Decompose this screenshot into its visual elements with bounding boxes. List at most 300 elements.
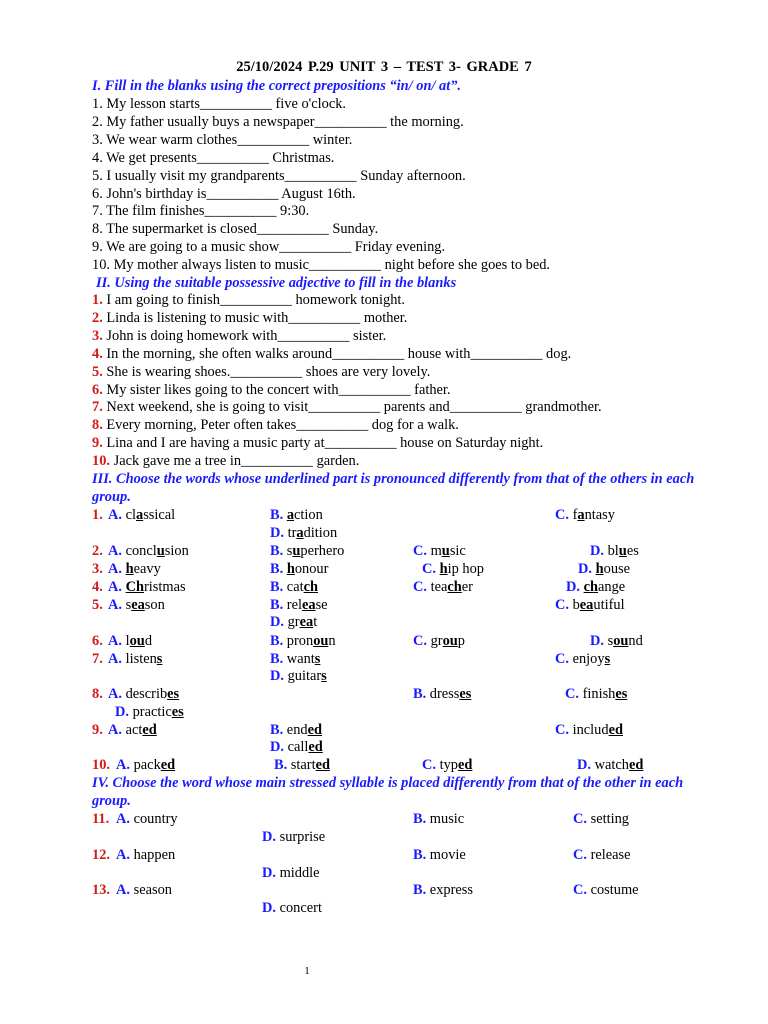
item-number: 3. xyxy=(92,327,103,344)
option-underlined-part: s xyxy=(321,668,327,684)
question-number: 6. xyxy=(92,633,103,649)
option-cell xyxy=(413,881,473,899)
option-cell xyxy=(270,650,320,668)
option-c xyxy=(573,847,631,863)
page-number: 1 xyxy=(304,965,310,977)
option-word-suffix: onour xyxy=(294,561,329,577)
option-cell xyxy=(108,685,179,703)
option-word: middle xyxy=(276,864,320,881)
option-underlined-part: a xyxy=(577,507,585,523)
option-a xyxy=(108,633,152,649)
option-d xyxy=(566,579,625,595)
option-underlined-part: s xyxy=(314,651,321,667)
item-number: 10. xyxy=(92,453,110,470)
option-c xyxy=(573,811,629,827)
option-word-prefix: includ xyxy=(569,722,609,738)
option-underlined-part: es xyxy=(171,704,184,720)
option-underlined-part: ch xyxy=(583,579,599,595)
option-a xyxy=(116,811,178,827)
option-word-prefix: call xyxy=(284,739,309,755)
item-text: Next weekend, she is going to visit__________ parents and__________ grandmother. xyxy=(102,399,602,416)
option-word-suffix: sic xyxy=(449,543,466,559)
item-number: 9. xyxy=(92,435,103,452)
option-letter: B. xyxy=(270,722,284,738)
option-a xyxy=(108,651,162,667)
option-underlined-part: a xyxy=(296,525,304,541)
option-letter: D. xyxy=(590,633,604,649)
option-cell xyxy=(422,560,484,578)
option-word-prefix: f xyxy=(569,507,578,523)
option-word: release xyxy=(587,847,631,863)
option-b xyxy=(413,882,473,898)
question-number: 13. xyxy=(92,882,110,898)
option-cell xyxy=(413,632,465,650)
section-2-item xyxy=(92,309,407,327)
option-letter: A. xyxy=(108,579,122,595)
option-word-suffix: ip hop xyxy=(447,561,485,577)
option-letter: B. xyxy=(270,651,284,667)
section-1-item: 8. The supermarket is closed__________ Sunday. xyxy=(92,221,379,238)
option-letter: A. xyxy=(108,722,122,738)
option-underlined-part: es xyxy=(167,686,180,702)
option-cell xyxy=(270,738,323,756)
option-d xyxy=(262,900,322,916)
option-letter: D. xyxy=(270,525,284,541)
option-letter: B. xyxy=(270,579,284,595)
option-underlined-part: ed xyxy=(307,722,322,738)
option-letter: C. xyxy=(555,722,569,738)
option-cell xyxy=(262,899,322,917)
option-word-prefix: watch xyxy=(591,757,629,773)
option-a xyxy=(108,722,157,738)
option-b xyxy=(270,597,328,613)
option-cell xyxy=(270,667,327,685)
option-cell xyxy=(116,881,172,899)
option-word: costume xyxy=(587,882,639,898)
option-word-prefix: bl xyxy=(604,543,619,559)
option-d xyxy=(578,561,630,577)
option-underlined-part: ed xyxy=(160,757,176,773)
question-number: 2. xyxy=(92,543,103,559)
option-cell xyxy=(274,756,330,774)
option-cell xyxy=(270,596,328,614)
section-1-heading: I. Fill in the blanks using the correct prepositions “in/ on/ at”. xyxy=(92,78,462,94)
option-word-suffix: ange xyxy=(598,579,626,595)
option-d xyxy=(590,633,643,649)
option-letter: A. xyxy=(108,561,122,577)
option-word-prefix: s xyxy=(122,597,132,613)
option-underlined-part: ed xyxy=(308,739,323,755)
option-word-suffix: d xyxy=(144,633,153,649)
option-word-suffix: ouse xyxy=(603,561,631,577)
option-cell xyxy=(270,506,323,524)
option-d xyxy=(270,668,327,684)
section-2-item xyxy=(92,363,430,381)
option-b xyxy=(413,686,471,702)
section-2-item xyxy=(92,434,543,452)
item-text: Lina and I are having a music party at__________ house on Saturday night. xyxy=(102,435,544,452)
option-word: country xyxy=(130,811,178,827)
option-b xyxy=(270,543,344,559)
option-underlined-part: ou xyxy=(313,633,329,649)
option-word-prefix: describ xyxy=(122,686,168,702)
option-letter: A. xyxy=(108,686,122,702)
item-text: She is wearing shoes.__________ shoes are very lovely. xyxy=(102,363,431,380)
option-d xyxy=(270,525,337,541)
question-number: 4. xyxy=(92,579,103,595)
option-word-suffix: es xyxy=(626,543,639,559)
option-underlined-part: ou xyxy=(442,633,458,649)
option-underlined-part: a xyxy=(286,507,295,523)
section-1-item: 7. The film finishes__________ 9:30. xyxy=(92,203,310,220)
option-letter: D. xyxy=(270,668,284,684)
option-word-prefix: end xyxy=(283,722,308,738)
option-cell xyxy=(555,506,615,524)
option-cell xyxy=(555,596,625,614)
section-1-item: 5. I usually visit my grandparents__________ Sunday afternoon. xyxy=(92,167,466,184)
option-underlined-part: h xyxy=(125,561,134,577)
option-word-suffix: se xyxy=(315,597,328,613)
option-d xyxy=(590,543,639,559)
option-letter: D. xyxy=(115,704,129,720)
option-letter: B. xyxy=(270,561,284,577)
option-word: surprise xyxy=(276,828,326,845)
option-c xyxy=(565,686,627,702)
option-letter: B. xyxy=(413,882,427,898)
option-cell xyxy=(108,506,175,524)
section-2-item xyxy=(92,452,359,470)
section-2-item xyxy=(92,291,405,309)
option-cell xyxy=(573,810,629,828)
option-cell xyxy=(270,632,336,650)
option-cell xyxy=(555,721,623,739)
question-number: 11. xyxy=(92,811,110,827)
option-letter: D. xyxy=(262,828,276,845)
item-number: 2. xyxy=(92,309,103,326)
option-word-prefix: m xyxy=(427,543,442,559)
option-word: concert xyxy=(276,899,322,916)
item-text: In the morning, she often walks around__________ house with__________ dog. xyxy=(102,345,572,362)
option-c xyxy=(573,882,639,898)
section-1-item: 6. John's birthday is__________ August 16th. xyxy=(92,185,356,202)
option-b xyxy=(413,811,464,827)
option-word-suffix: sion xyxy=(164,543,189,559)
option-cell xyxy=(108,542,189,560)
section-1-item: 4. We get presents__________ Christmas. xyxy=(92,149,335,166)
item-text: Every morning, Peter often takes__________ dog for a walk. xyxy=(102,417,459,434)
option-cell xyxy=(270,560,328,578)
option-letter: A. xyxy=(116,847,130,863)
option-word-suffix: er xyxy=(461,579,473,595)
option-d xyxy=(577,757,643,773)
option-a xyxy=(108,686,179,702)
option-cell xyxy=(413,542,466,560)
option-cell xyxy=(270,613,317,631)
option-cell xyxy=(413,578,473,596)
option-underlined-part: u xyxy=(156,543,165,559)
option-underlined-part: es xyxy=(615,686,628,702)
option-word-prefix: gr xyxy=(284,614,300,630)
option-word-prefix: guitar xyxy=(284,668,322,684)
option-cell xyxy=(573,846,631,864)
option-letter: C. xyxy=(565,686,579,702)
item-number: 7. xyxy=(92,399,103,416)
option-letter: D. xyxy=(566,579,580,595)
option-letter: C. xyxy=(413,543,427,559)
option-word-suffix: nd xyxy=(628,633,643,649)
option-word-prefix: b xyxy=(569,597,580,613)
option-word-suffix: eavy xyxy=(133,561,161,577)
option-word-suffix: ntasy xyxy=(584,507,615,523)
section-2-item xyxy=(92,381,451,399)
option-letter: B. xyxy=(413,686,427,702)
option-letter: C. xyxy=(422,561,436,577)
option-underlined-part: u xyxy=(441,543,450,559)
option-word-prefix: tr xyxy=(284,525,297,541)
option-cell xyxy=(108,560,161,578)
option-b xyxy=(270,561,328,577)
item-text: Linda is listening to music with__________ mother. xyxy=(102,309,408,326)
option-word-suffix: dition xyxy=(303,525,338,541)
option-letter: C. xyxy=(555,507,569,523)
option-underlined-part: h xyxy=(439,561,448,577)
option-underlined-part: ed xyxy=(142,722,157,738)
item-number: 4. xyxy=(92,345,103,362)
option-cell xyxy=(108,650,162,668)
option-word-prefix: listen xyxy=(122,651,157,667)
option-underlined-part: ea xyxy=(579,597,594,613)
option-d xyxy=(262,829,325,845)
option-cell xyxy=(270,578,318,596)
option-letter: D. xyxy=(262,864,276,881)
option-cell xyxy=(108,596,165,614)
option-letter: B. xyxy=(413,847,427,863)
item-number: 1. xyxy=(92,292,103,308)
option-a xyxy=(108,507,175,523)
option-cell xyxy=(578,560,630,578)
option-word-prefix: s xyxy=(604,633,614,649)
item-number: 5. xyxy=(92,363,103,380)
option-underlined-part: ea xyxy=(301,597,316,613)
option-underlined-part: s xyxy=(604,651,611,667)
option-cell xyxy=(270,524,337,542)
option-a xyxy=(116,757,175,773)
option-word-prefix: tea xyxy=(427,579,448,595)
option-letter: C. xyxy=(413,579,427,595)
option-b xyxy=(413,847,466,863)
option-a xyxy=(108,597,165,613)
section-1-item: 10. My mother always listen to music__________ night before she goes to bed. xyxy=(92,257,551,274)
option-word-suffix: ction xyxy=(294,507,323,523)
page-title: 25/10/2024 P.29 UNIT 3 – TEST 3- GRADE 7 xyxy=(236,59,532,75)
option-underlined-part: ea xyxy=(299,614,314,630)
section-2-item xyxy=(92,345,571,363)
option-a xyxy=(108,543,189,559)
section-2-heading: II. Using the suitable possessive adjective to fill in the blanks xyxy=(96,275,457,291)
option-letter: A. xyxy=(108,597,122,613)
question-number: 9. xyxy=(92,722,103,738)
option-cell xyxy=(590,542,639,560)
option-word-suffix: n xyxy=(328,633,336,649)
option-c xyxy=(413,633,465,649)
item-text: I am going to finish__________ homework tonight. xyxy=(102,292,405,308)
option-a xyxy=(108,561,161,577)
option-a xyxy=(108,579,186,595)
option-underlined-part: h xyxy=(595,561,604,577)
option-underlined-part: ou xyxy=(129,633,145,649)
option-letter: D. xyxy=(577,757,591,773)
option-word-prefix: cl xyxy=(122,507,136,523)
option-cell xyxy=(573,881,639,899)
option-letter: C. xyxy=(555,651,569,667)
option-word: happen xyxy=(130,847,176,863)
question-number: 10. xyxy=(92,757,110,773)
option-cell xyxy=(422,756,472,774)
option-cell xyxy=(116,846,175,864)
option-word-suffix: son xyxy=(144,597,165,613)
option-word-prefix: finish xyxy=(579,686,616,702)
item-text: John is doing homework with__________ sister. xyxy=(102,327,387,344)
option-cell xyxy=(413,810,464,828)
section-1-item: 3. We wear warm clothes__________ winter. xyxy=(92,131,353,148)
option-letter: C. xyxy=(413,633,427,649)
question-number: 12. xyxy=(92,847,110,863)
item-number: 8. xyxy=(92,417,103,434)
option-letter: B. xyxy=(270,597,284,613)
section-2-item xyxy=(92,416,459,434)
option-letter: A. xyxy=(108,651,122,667)
option-word: movie xyxy=(426,847,466,863)
option-word-suffix: utiful xyxy=(593,597,625,613)
question-number: 8. xyxy=(92,686,103,702)
option-word-prefix: act xyxy=(122,722,143,738)
option-a xyxy=(116,882,172,898)
option-cell xyxy=(590,632,643,650)
option-b xyxy=(270,633,336,649)
option-word-prefix: enjoy xyxy=(569,651,605,667)
item-text: Jack gave me a tree in__________ garden. xyxy=(110,453,360,470)
option-letter: A. xyxy=(108,543,122,559)
option-letter: D. xyxy=(270,614,284,630)
option-word-prefix: l xyxy=(122,633,130,649)
option-letter: D. xyxy=(578,561,592,577)
option-b xyxy=(270,651,320,667)
option-cell xyxy=(413,685,471,703)
option-word-prefix: typ xyxy=(436,757,458,773)
option-letter: B. xyxy=(413,811,427,827)
question-number: 1. xyxy=(92,507,103,523)
option-cell xyxy=(262,864,320,882)
option-word-prefix: pack xyxy=(130,757,161,773)
question-number: 5. xyxy=(92,597,103,613)
question-number: 7. xyxy=(92,651,103,667)
option-c xyxy=(555,507,615,523)
option-cell xyxy=(413,846,466,864)
option-b xyxy=(270,579,318,595)
option-word-prefix: gr xyxy=(427,633,443,649)
option-word-prefix: concl xyxy=(122,543,157,559)
option-word: season xyxy=(130,882,172,898)
option-b xyxy=(270,722,322,738)
item-number: 6. xyxy=(92,381,103,398)
option-c xyxy=(555,722,623,738)
option-d xyxy=(270,614,317,630)
option-cell xyxy=(566,578,625,596)
option-underlined-part: ou xyxy=(613,633,629,649)
option-underlined-part: ea xyxy=(131,597,145,613)
option-letter: A. xyxy=(116,811,130,827)
option-cell xyxy=(115,703,184,721)
option-word-prefix: s xyxy=(283,543,293,559)
option-cell xyxy=(116,756,175,774)
option-word-prefix: rel xyxy=(283,597,302,613)
option-cell xyxy=(262,828,325,846)
option-underlined-part: ed xyxy=(315,757,330,773)
option-word-suffix: perhero xyxy=(300,543,345,559)
option-d xyxy=(262,865,320,881)
option-underlined-part: ed xyxy=(458,757,473,773)
option-word-suffix: ssical xyxy=(143,507,176,523)
section-3-heading: III. Choose the words whose underlined part is pronounced differently from that of the others in each group. xyxy=(92,471,695,505)
option-word-prefix: cat xyxy=(283,579,304,595)
option-word-prefix: start xyxy=(287,757,316,773)
option-letter: C. xyxy=(555,597,569,613)
option-letter: A. xyxy=(108,507,122,523)
option-letter: B. xyxy=(270,507,284,523)
option-underlined-part: u xyxy=(618,543,627,559)
option-a xyxy=(116,847,175,863)
option-letter: D. xyxy=(262,899,276,916)
option-underlined-part: Ch xyxy=(125,579,145,595)
option-d xyxy=(115,704,184,720)
option-cell xyxy=(577,756,643,774)
option-cell xyxy=(555,650,610,668)
question-number: 3. xyxy=(92,561,103,577)
option-letter: B. xyxy=(270,633,284,649)
option-cell xyxy=(270,721,322,739)
option-cell xyxy=(270,542,344,560)
option-letter: D. xyxy=(270,739,284,755)
option-cell xyxy=(108,632,152,650)
option-b xyxy=(270,507,323,523)
option-letter: C. xyxy=(573,811,587,827)
option-word-suffix: t xyxy=(313,614,318,630)
option-c xyxy=(555,651,610,667)
option-letter: A. xyxy=(116,757,130,773)
option-b xyxy=(274,757,330,773)
option-underlined-part: h xyxy=(286,561,295,577)
option-word-prefix: pron xyxy=(283,633,314,649)
option-word-prefix: dress xyxy=(426,686,460,702)
option-underlined-part: u xyxy=(292,543,301,559)
option-underlined-part: s xyxy=(156,651,163,667)
option-word-suffix: p xyxy=(457,633,465,649)
section-4-heading: IV. Choose the word whose main stressed syllable is placed differently from that of the other in each group. xyxy=(92,775,684,809)
option-letter: C. xyxy=(573,882,587,898)
section-1-item: 9. We are going to a music show__________ Friday evening. xyxy=(92,239,446,256)
option-word-prefix: practic xyxy=(129,704,172,720)
option-cell xyxy=(108,578,186,596)
option-c xyxy=(422,757,472,773)
option-letter: C. xyxy=(573,847,587,863)
option-c xyxy=(422,561,484,577)
option-word: express xyxy=(426,882,473,898)
option-word-prefix: want xyxy=(283,651,315,667)
option-d xyxy=(270,739,323,755)
option-cell xyxy=(565,685,627,703)
section-1-item: 1. My lesson starts__________ five o'clock. xyxy=(92,96,347,112)
option-word: setting xyxy=(587,811,629,827)
